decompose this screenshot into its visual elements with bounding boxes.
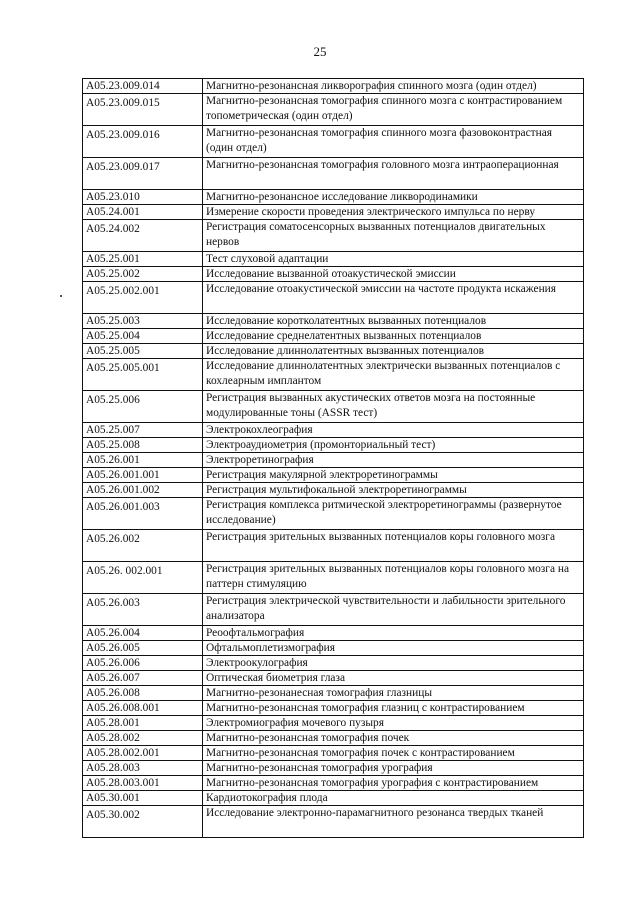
service-name: Электроретинография xyxy=(203,453,584,468)
service-code: A05.25.008 xyxy=(83,438,203,453)
service-name: Регистрация макулярной электроретинограммы xyxy=(203,468,584,483)
service-name: Регистрация комплекса ритмической электроретинограммы (развернутое исследование) xyxy=(203,498,584,530)
service-name: Измерение скорости проведения электрического импульса по нерву xyxy=(203,205,584,220)
service-name: Регистрация зрительных вызванных потенциалов коры головного мозга на паттерн стимуляцию xyxy=(203,562,584,594)
service-name: Регистрация мультифокальной электроретинограммы xyxy=(203,483,584,498)
service-name: Регистрация электрической чувствительности и лабильности зрительного анализатора xyxy=(203,594,584,626)
service-code: A05.30.002 xyxy=(83,806,203,838)
scan-speck xyxy=(60,295,62,297)
table-row xyxy=(83,468,584,483)
table-row xyxy=(83,252,584,267)
service-name: Исследование коротколатентных вызванных потенциалов xyxy=(203,314,584,329)
service-name: Исследование длиннолатентных электрически вызванных потенциалов с кохлеарным имплантом xyxy=(203,359,584,391)
table-row xyxy=(83,329,584,344)
service-code: A05.23.009.014 xyxy=(83,79,203,94)
service-code: A05.25.002.001 xyxy=(83,282,203,314)
service-name: Исследование вызванной отоакустической эмиссии xyxy=(203,267,584,282)
table-row xyxy=(83,391,584,423)
service-name: Магнитно-резонансная томография спинного мозга с контрастированием топометрическая (один отдел) xyxy=(203,94,584,126)
service-name: Офтальмоплетизмография xyxy=(203,641,584,656)
service-name: Оптическая биометрия глаза xyxy=(203,671,584,686)
service-code: A05.26.005 xyxy=(83,641,203,656)
table-row xyxy=(83,671,584,686)
service-code: A05.30.001 xyxy=(83,791,203,806)
service-code: A05.26.008 xyxy=(83,686,203,701)
table-row xyxy=(83,746,584,761)
table-row xyxy=(83,594,584,626)
table-row xyxy=(83,701,584,716)
service-code: A05.26.001.003 xyxy=(83,498,203,530)
table-row xyxy=(83,453,584,468)
service-code: A05.26.008.001 xyxy=(83,701,203,716)
service-name: Исследование электронно-парамагнитного резонанса твердых тканей xyxy=(203,806,584,838)
service-name: Магнитно-резонансная ликворография спинного мозга (один отдел) xyxy=(203,79,584,94)
service-name: Кардиотокография плода xyxy=(203,791,584,806)
service-code: A05.23.009.016 xyxy=(83,126,203,158)
table-row xyxy=(83,626,584,641)
table-row xyxy=(83,359,584,391)
service-name: Исследование длиннолатентных вызванных потенциалов xyxy=(203,344,584,359)
service-code: A05.25.007 xyxy=(83,423,203,438)
service-code: A05.26. 002.001 xyxy=(83,562,203,594)
table-row xyxy=(83,761,584,776)
table-row xyxy=(83,438,584,453)
service-name: Исследование среднелатентных вызванных потенциалов xyxy=(203,329,584,344)
service-code: A05.23.009.017 xyxy=(83,158,203,190)
service-code: A05.28.003 xyxy=(83,761,203,776)
service-name: Магнитно-резонансная томография урография xyxy=(203,761,584,776)
table-row xyxy=(83,483,584,498)
service-name: Реоофтальмография xyxy=(203,626,584,641)
table-row xyxy=(83,267,584,282)
service-name: Регистрация зрительных вызванных потенциалов коры головного мозга xyxy=(203,530,584,562)
service-code: A05.24.001 xyxy=(83,205,203,220)
table-row xyxy=(83,791,584,806)
service-code: A05.26.007 xyxy=(83,671,203,686)
table-row xyxy=(83,126,584,158)
service-code: A05.26.003 xyxy=(83,594,203,626)
table-row xyxy=(83,641,584,656)
service-code: A05.26.001.001 xyxy=(83,468,203,483)
service-code: A05.24.002 xyxy=(83,220,203,252)
table-row xyxy=(83,806,584,838)
table-row xyxy=(83,776,584,791)
service-code: A05.28.001 xyxy=(83,716,203,731)
table-row xyxy=(83,562,584,594)
table-row xyxy=(83,205,584,220)
service-name: Электрокохлеография xyxy=(203,423,584,438)
service-name: Магнитно-резонансная томография почек xyxy=(203,731,584,746)
service-name: Регистрация вызванных акустических ответов мозга на постоянные модулированные тоны (ASSR тест) xyxy=(203,391,584,423)
table-row xyxy=(83,220,584,252)
service-name: Электроокулография xyxy=(203,656,584,671)
service-code: A05.25.002 xyxy=(83,267,203,282)
service-name: Магнитно-резонансное исследование ликвородинамики xyxy=(203,190,584,205)
service-name: Магнитно-резонансная томография головного мозга интраоперационная xyxy=(203,158,584,190)
service-code: A05.25.005.001 xyxy=(83,359,203,391)
service-code: A05.26.004 xyxy=(83,626,203,641)
service-code: A05.25.006 xyxy=(83,391,203,423)
service-code: A05.28.002 xyxy=(83,731,203,746)
service-code: A05.26.002 xyxy=(83,530,203,562)
service-code: A05.26.001 xyxy=(83,453,203,468)
service-code: A05.28.003.001 xyxy=(83,776,203,791)
service-name: Регистрация соматосенсорных вызванных потенциалов двигательных нервов xyxy=(203,220,584,252)
service-name: Электроаудиометрия (промонториальный тест) xyxy=(203,438,584,453)
table-row xyxy=(83,530,584,562)
service-code: A05.23.010 xyxy=(83,190,203,205)
table-row xyxy=(83,498,584,530)
page-number: 25 xyxy=(313,44,327,59)
table-row xyxy=(83,656,584,671)
table-row xyxy=(83,716,584,731)
table-row xyxy=(83,314,584,329)
service-codes-table xyxy=(82,78,584,838)
service-code: A05.25.001 xyxy=(83,252,203,267)
service-name: Магнитно-резонансная томография урография с контрастированием xyxy=(203,776,584,791)
service-name: Магнитно-резонансная томография спинного мозга фазовоконтрастная (один отдел) xyxy=(203,126,584,158)
table-row xyxy=(83,731,584,746)
service-code: A05.26.006 xyxy=(83,656,203,671)
service-name: Тест слуховой адаптации xyxy=(203,252,584,267)
table-row xyxy=(83,190,584,205)
table-row xyxy=(83,282,584,314)
service-code: A05.25.005 xyxy=(83,344,203,359)
table-row xyxy=(83,686,584,701)
service-code: A05.26.001.002 xyxy=(83,483,203,498)
service-code: A05.25.004 xyxy=(83,329,203,344)
table-row xyxy=(83,423,584,438)
table-row xyxy=(83,79,584,94)
service-name: Магнитно-резонансная томография глазниц с контрастированием xyxy=(203,701,584,716)
service-code: A05.28.002.001 xyxy=(83,746,203,761)
service-name: Исследование отоакустической эмиссии на частоте продукта искажения xyxy=(203,282,584,314)
service-name: Электромиография мочевого пузыря xyxy=(203,716,584,731)
service-code: A05.25.003 xyxy=(83,314,203,329)
service-name: Магнитно-резонанесная томография глазницы xyxy=(203,686,584,701)
service-name: Магнитно-резонансная томография почек с контрастированием xyxy=(203,746,584,761)
table-row xyxy=(83,344,584,359)
service-code: A05.23.009.015 xyxy=(83,94,203,126)
table-row xyxy=(83,94,584,126)
table-row xyxy=(83,158,584,190)
